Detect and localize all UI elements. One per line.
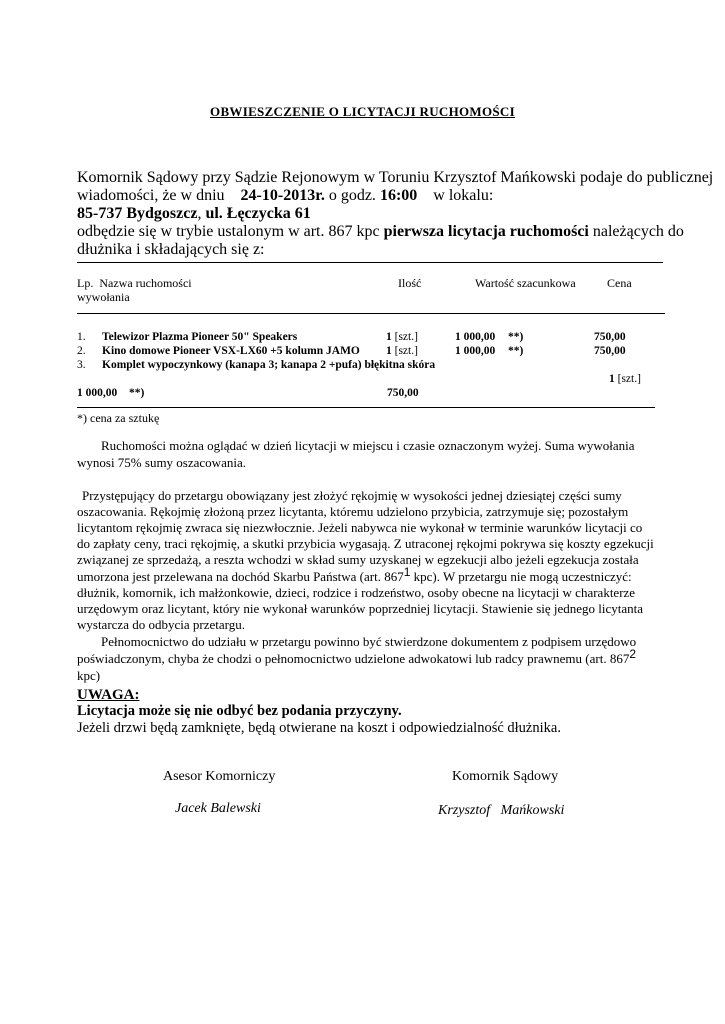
paragraph-line: Przystępujący do przetargu obowiązany jest złożyć rękojmię w wysokości jednej dziesiątej części sumy [82, 488, 622, 503]
paragraph-line: wystarcza do odbycia przetargu. [77, 617, 245, 632]
header-value: Wartość szacunkowa [475, 276, 576, 290]
paragraph-line: Ruchomości można oglądać w dzień licytacji w miejscu i czasie oznaczonym wyżej. Suma wywołania [101, 438, 635, 453]
paragraph-text: umorzona jest przelewana na dochód Skarbu Państwa (art. 867 [77, 569, 404, 584]
qty-unit: [szt.] [394, 331, 418, 343]
auction-date: 24-10-2013r. [240, 187, 325, 204]
paragraph-line: oszacowania. Rękojmię złożoną przez licytanta, któremu udzielono przybicia, zatrzymuje się; pozostałym [77, 504, 629, 519]
intro-line-2 [77, 187, 493, 205]
header-price-cont: wywołania [77, 290, 130, 304]
qty-unit: [szt.] [617, 373, 641, 385]
intro-line-4 [77, 223, 684, 241]
intro-text: należących do [592, 223, 684, 240]
superscript: 2 [629, 647, 637, 661]
row-1-price: 750,00 [594, 331, 626, 343]
header-lp [77, 276, 192, 290]
header-name: Nazwa ruchomości [99, 276, 192, 290]
row-2-price: 750,00 [594, 345, 626, 357]
row-3-name: Komplet wypoczynkowy (kanapa 3; kanapa 2 +pufa) błękitna skóra [102, 359, 436, 371]
row-1-lp: 1. [77, 331, 86, 343]
qty-value: 1 [386, 345, 392, 357]
qty-value: 1 [386, 331, 392, 343]
signature-right-role: Komornik Sądowy [452, 769, 559, 784]
signature-left-name: Jacek Balewski [175, 801, 261, 816]
paragraph-line: urzędowym oraz licytant, który nie wykonał warunków poprzedniej licytacji. Stawienie się jednego licytanta [77, 601, 644, 616]
row-3-price: 750,00 [387, 387, 419, 399]
address-line [77, 205, 311, 223]
paragraph-line: licytantom rękojmię zwraca się niezwłocznie. Jeżeli nabywca nie wykonał w terminie warunków licytacji co [77, 520, 643, 535]
intro-line-5: dłużnika i składających się z: [77, 241, 265, 258]
paragraph-line: wynosi 75% sumy oszacowania. [77, 455, 246, 470]
row-2-value: 1 000,00 [455, 345, 496, 357]
row-3-note: **) [129, 387, 145, 399]
row-1-qty [386, 331, 418, 343]
intro-line-1: Komornik Sądowy przy Sądzie Rejonowym w Toruniu Krzysztof Mańkowski podaje do publicznej [77, 169, 714, 186]
intro-text: odbędzie się w trybie ustalonym w art. 867 kpc [77, 223, 380, 240]
row-1-value: 1 000,00 [455, 331, 496, 343]
divider [77, 313, 665, 314]
row-3-value: 1 000,00 [77, 387, 118, 399]
page-title: OBWIESZCZENIE O LICYTACJI RUCHOMOŚCI [210, 104, 515, 119]
divider [77, 262, 663, 263]
paragraph-line: do zapłaty ceny, traci rękojmię, a skutki przybicia wygasają. Z utraconej rękojmi pokrywa się koszty egzekucji [77, 536, 654, 551]
row-2-lp: 2. [77, 345, 86, 357]
header-price: Cena [607, 276, 632, 290]
warning-heading: UWAGA: [77, 687, 140, 703]
row-2-name: Kino domowe Pioneer VSX-LX60 +5 kolumn JAMO [102, 345, 360, 357]
auction-time: 16:00 [379, 187, 418, 204]
header-qty: Ilość [398, 276, 422, 290]
warning-line-2: Jeżeli drzwi będą zamknięte, będą otwierane na koszt i odpowiedzialność dłużnika. [77, 720, 561, 736]
row-1-name: Telewizor Plazma Pioneer 50" Speakers [102, 331, 298, 343]
warning-line-1: Licytacja może się nie odbyć bez podania przyczyny. [77, 703, 402, 719]
row-2-qty [386, 345, 418, 357]
row-2-note: **) [508, 345, 524, 357]
intro-text: o godz. [328, 187, 376, 204]
divider [77, 407, 655, 408]
paragraph-text: poświadczonym, chyba że chodzi o pełnomocnictwo udzielone adwokatowi lub radcy prawnemu (art. 867 [77, 651, 630, 666]
paragraph-line: dłużnik, komornik, ich małżonkowie, dzieci, rodzice i rodzeństwo, osoby obecne na licytacji w charakterze [77, 585, 636, 600]
row-3-lp: 3. [77, 359, 86, 371]
footnote: *) cena za sztukę [77, 411, 160, 425]
intro-text: wiadomości, że w dniu [77, 187, 225, 204]
superscript: 1 [403, 565, 411, 579]
qty-value: 1 [609, 373, 615, 385]
row-1-note: **) [508, 331, 524, 343]
address-separator: , [197, 205, 202, 222]
address-street: ul. Łęczycka 61 [205, 205, 311, 222]
paragraph-line [77, 565, 673, 585]
paragraph-line: kpc) [77, 668, 101, 683]
signature-left-role: Asesor Komorniczy [163, 769, 276, 784]
intro-text: w lokalu: [433, 187, 494, 204]
paragraph-line [77, 647, 673, 667]
address-city: 85-737 Bydgoszcz [77, 205, 198, 222]
row-3-qty [609, 373, 641, 385]
paragraph-line: Pełnomocnictwo do udziału w przetargu powinno być stwierdzone dokumentem z podpisem urzędowo [101, 634, 637, 649]
header-lp-text: Lp. [77, 276, 94, 290]
signature-right-name: Krzysztof Mańkowski [438, 803, 565, 818]
paragraph-line: związanej ze sprzedażą, a reszta wchodzi w skład sumy uzyskanej w egzekucji albo jeżeli egzekucja została [77, 552, 639, 567]
qty-unit: [szt.] [394, 345, 418, 357]
paragraph-text: kpc). W przetargu nie mogą uczestniczyć: [413, 569, 632, 584]
auction-type: pierwsza licytacja ruchomości [383, 223, 589, 240]
